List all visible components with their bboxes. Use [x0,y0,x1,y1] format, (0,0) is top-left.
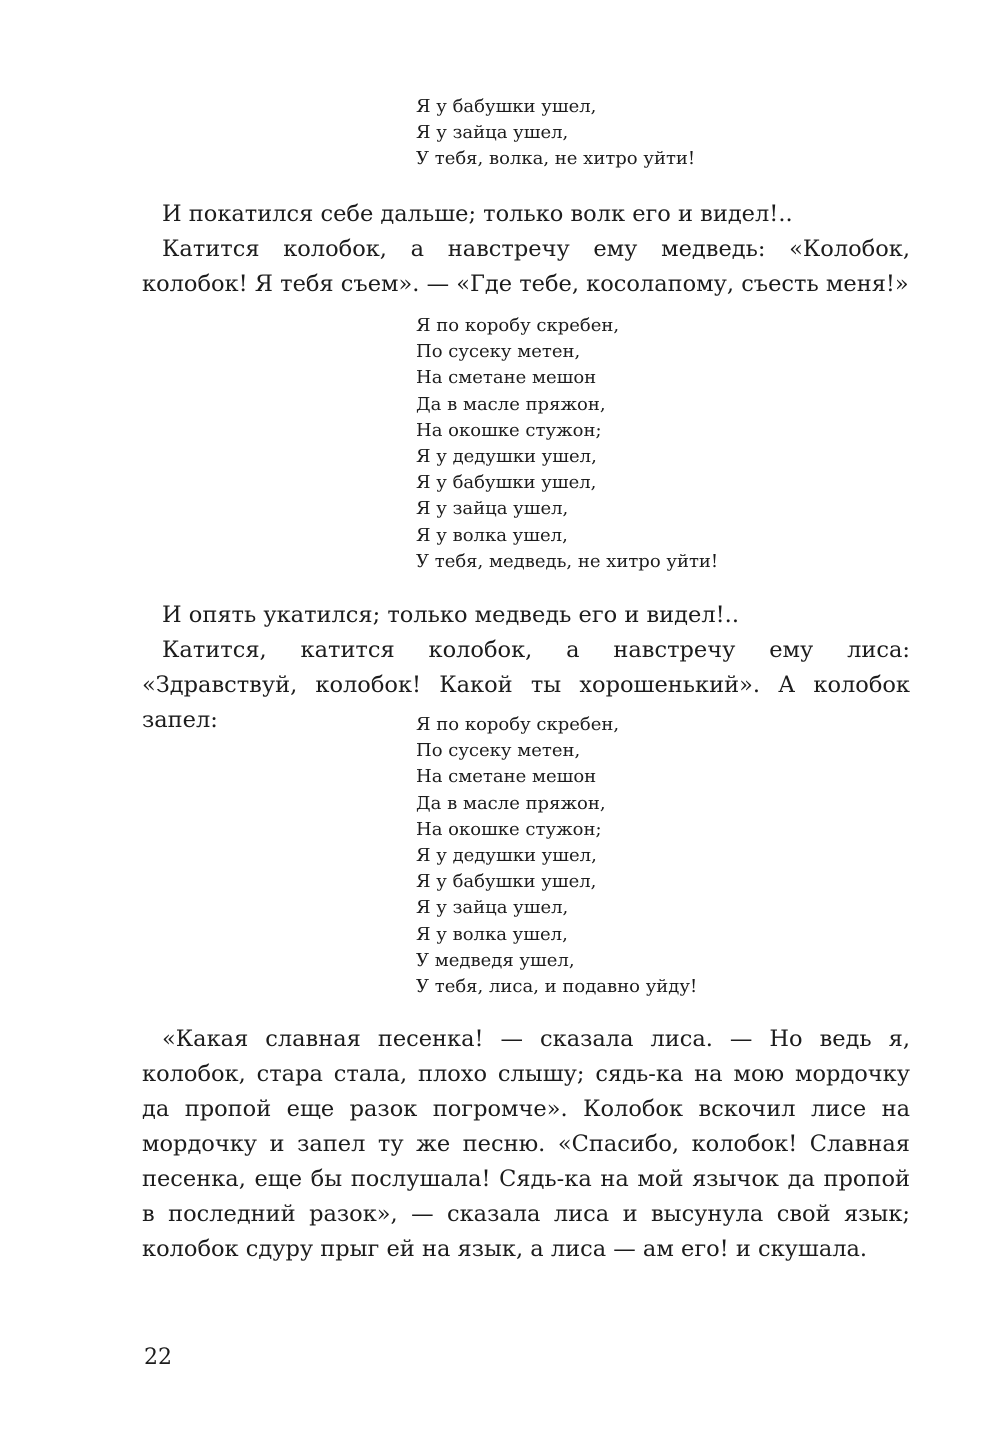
verse-line: У тебя, медведь, не хитро уйти! [416,550,719,572]
verse-line: По сусеку метен, [416,341,581,363]
paragraph: И опять укатился; только медведь его и видел!.. [162,602,739,628]
verse-line: Я у бабушки ушел, [416,96,597,117]
prose-block-3 [142,1022,910,1267]
verse-line: У тебя, лиса, и подавно уйду! [416,976,698,998]
verse-line: Я у дедушки ушел, [416,446,597,468]
verse-block-3 [416,712,697,1000]
verse-line: По сусеку метен, [416,740,581,762]
verse-line: У тебя, волка, не хитро уйти! [416,148,696,170]
verse-line: Я по коробу скребен, [416,714,620,735]
paragraph: Катится колобок, а навстречу ему медведь: «Колобок, колобок! Я тебя съем». — «Где тебе, косолапому, съесть меня!» [142,236,910,297]
paragraph: И покатился себе дальше; только волк его и видел!.. [162,201,793,227]
verse-line: Да в масле пряжон, [416,393,606,415]
verse-line: Я у волка ушел, [416,524,568,546]
verse-line: Я у бабушки ушел, [416,472,597,494]
verse-line: На сметане мешон [416,766,597,788]
verse-block-1 [416,94,695,173]
verse-line: На окошке стужон; [416,419,602,441]
verse-line: Я у зайца ушел, [416,122,569,144]
paragraph: «Какая славная песенка! — сказала лиса. — Но ведь я, колобок, стара стала, плохо слышу; сядь-ка на мою мордочку да пропой еще разок погромче». Колобок вскочил лисе на мордочку и запел ту же песню. «Спасибо, колобок! Славная песенка, еще бы послушала! Сядь-ка на мой язычок да пропой в последний разок», — сказала лиса и высунула свой язык; колобок сдуру прыг ей на язык, а лиса — ам его! и скушала. [142,1026,910,1262]
verse-line: Да в масле пряжон, [416,792,606,814]
prose-block-1 [142,197,910,302]
verse-line: Я у дедушки ушел, [416,845,597,867]
verse-line: На сметане мешон [416,367,597,389]
paragraph: Катится, катится колобок, а навстречу ему лиса: «Здравствуй, колобок! Какой ты хорошенький». А колобок запел: [142,637,910,733]
verse-line: На окошке стужон; [416,818,602,840]
verse-line: Я у бабушки ушел, [416,871,597,893]
verse-line: Я у волка ушел, [416,923,568,945]
verse-line: У медведя ушел, [416,949,575,971]
verse-line: Я по коробу скребен, [416,315,620,336]
verse-line: Я у зайца ушел, [416,498,569,520]
verse-block-2 [416,313,718,575]
verse-line: Я у зайца ушел, [416,897,569,919]
page-number: 22 [144,1345,172,1370]
